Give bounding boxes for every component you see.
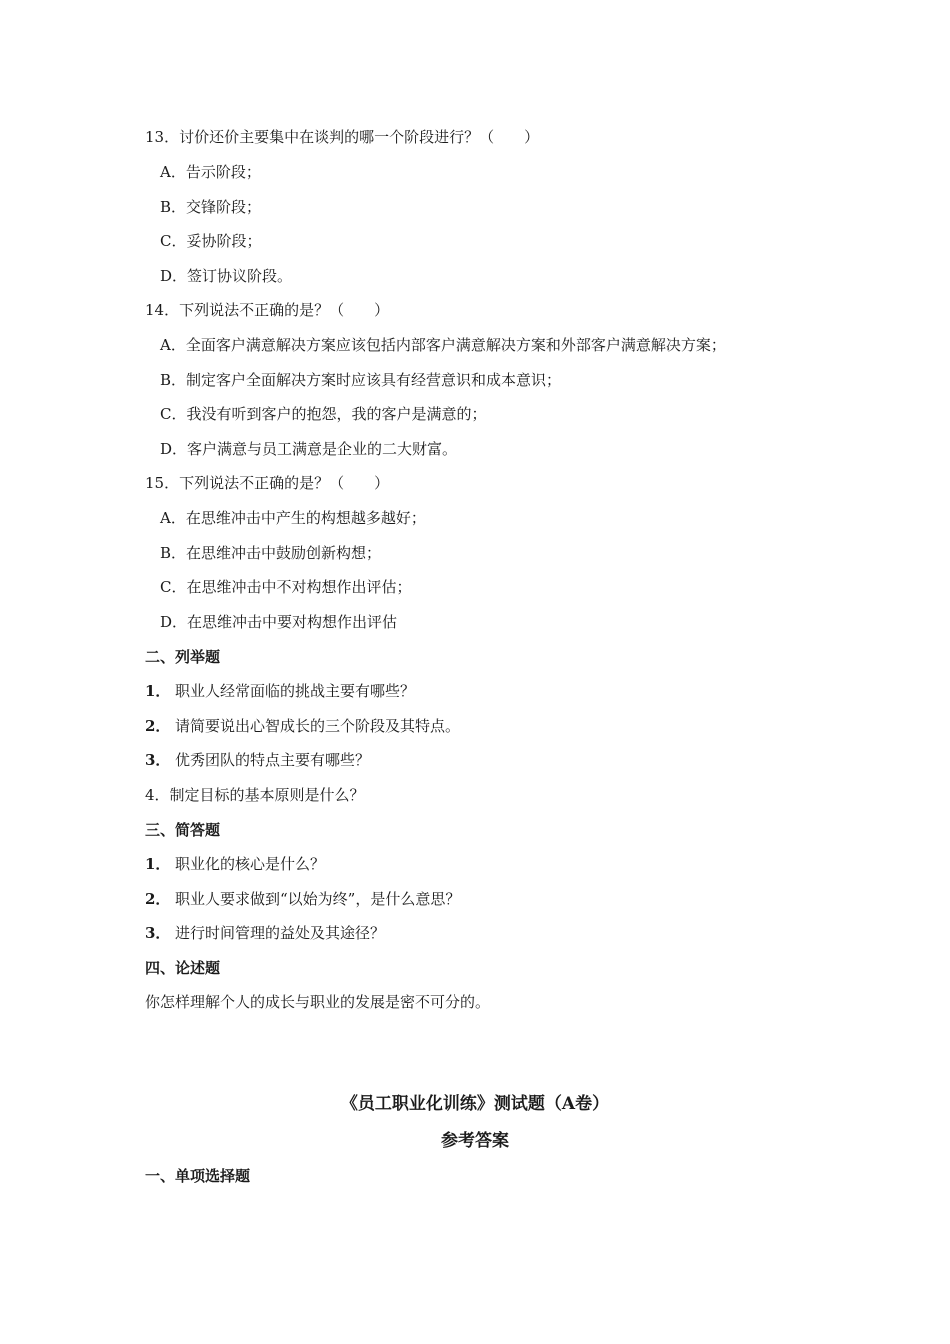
question-15-stem: 15．下列说法不正确的是？（ ） bbox=[145, 474, 390, 492]
item-text: 进行时间管理的益处及其途径？ bbox=[175, 924, 386, 942]
question-14-option-a: A．全面客户满意解决方案应该包括内部客户满意解决方案和外部客户满意解决方案； bbox=[160, 336, 726, 354]
item-number: 2． bbox=[145, 890, 171, 908]
section-4-heading: 四、论述题 bbox=[145, 959, 221, 977]
section-2-item-4: 4．制定目标的基本原则是什么？ bbox=[145, 786, 365, 804]
question-14-stem: 14．下列说法不正确的是？（ ） bbox=[145, 301, 390, 319]
answers-section-1-heading: 一、单项选择题 bbox=[145, 1167, 251, 1185]
question-14-option-d: D．客户满意与员工满意是企业的二大财富。 bbox=[160, 440, 458, 458]
section-3-item-1 bbox=[145, 854, 325, 874]
item-number: 3． bbox=[145, 924, 171, 942]
item-text: 职业化的核心是什么？ bbox=[175, 855, 326, 873]
item-text: 职业人要求做到“以始为终”，是什么意思？ bbox=[175, 890, 461, 908]
question-13-option-d: D．签订协议阶段。 bbox=[160, 267, 293, 285]
item-number: 3． bbox=[145, 751, 171, 769]
section-2-item-2 bbox=[145, 716, 460, 736]
item-text: 优秀团队的特点主要有哪些？ bbox=[175, 751, 371, 769]
question-13-option-c: C．妥协阶段； bbox=[160, 232, 262, 250]
question-15-option-c: C．在思维冲击中不对构想作出评估； bbox=[160, 578, 412, 596]
item-number: 1． bbox=[145, 682, 171, 700]
answers-subtitle: 参考答案 bbox=[441, 1131, 509, 1151]
section-3-item-2 bbox=[145, 889, 460, 909]
item-text: 请简要说出心智成长的三个阶段及其特点。 bbox=[175, 717, 461, 735]
question-13-option-b: B．交锋阶段； bbox=[160, 198, 262, 216]
question-13-option-a: A．告示阶段； bbox=[160, 163, 261, 181]
item-text: 职业人经常面临的挑战主要有哪些？ bbox=[175, 682, 416, 700]
question-13-stem: 13．讨价还价主要集中在谈判的哪一个阶段进行？（ ） bbox=[145, 128, 540, 146]
item-number: 2． bbox=[145, 717, 171, 735]
question-15-option-a: A．在思维冲击中产生的构想越多越好； bbox=[160, 509, 426, 527]
section-2-item-3 bbox=[145, 750, 370, 770]
section-2-heading: 二、列举题 bbox=[145, 648, 221, 666]
answers-title: 《员工职业化训练》测试题（A卷） bbox=[340, 1094, 610, 1114]
question-14-option-c: C．我没有听到客户的抱怨，我的客户是满意的； bbox=[160, 405, 487, 423]
section-3-heading: 三、简答题 bbox=[145, 821, 221, 839]
section-2-item-1 bbox=[145, 681, 415, 701]
question-14-option-b: B．制定客户全面解决方案时应该具有经营意识和成本意识； bbox=[160, 371, 562, 389]
question-15-option-d: D．在思维冲击中要对构想作出评估 bbox=[160, 613, 398, 631]
section-4-text: 你怎样理解个人的成长与职业的发展是密不可分的。 bbox=[145, 993, 491, 1011]
section-3-item-3 bbox=[145, 923, 385, 943]
question-15-option-b: B．在思维冲击中鼓励创新构想； bbox=[160, 544, 382, 562]
item-number: 1． bbox=[145, 855, 171, 873]
